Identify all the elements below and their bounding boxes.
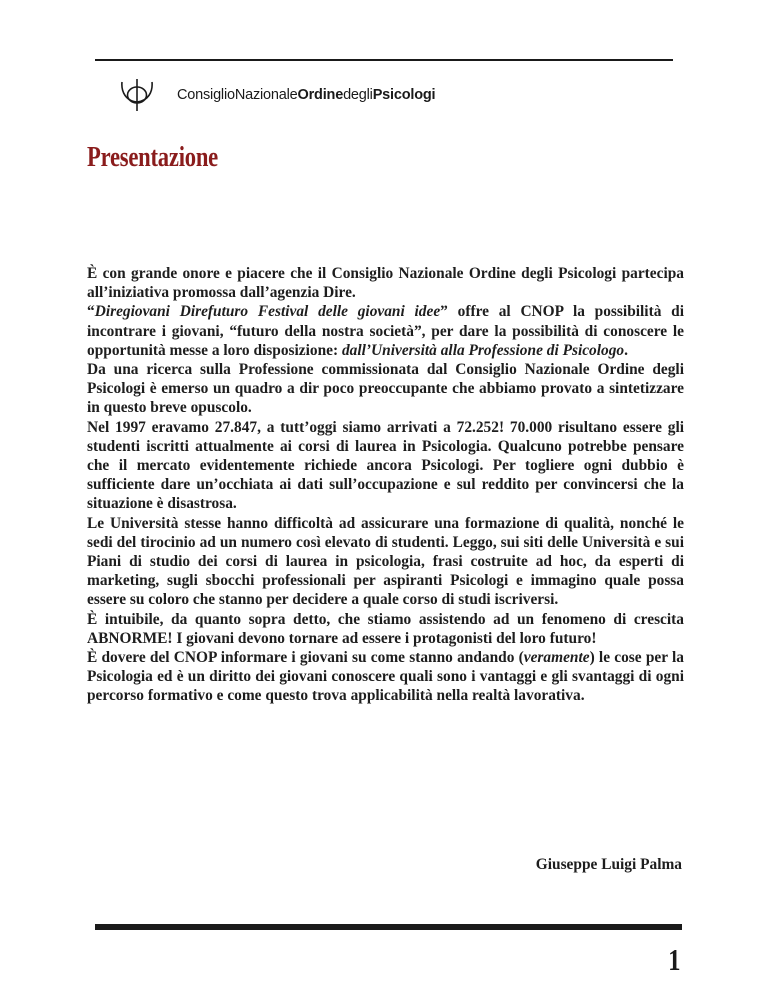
org-name [177,87,435,103]
text-run: È con grande onore e piacere che il Consiglio Nazionale Ordine degli Psicologi partecipa all’iniziativa promossa dall’agenzia Dire. [87,265,684,302]
text-run: ) le cose per la Psicologia ed è un diritto dei giovani conoscere quali sono i vantaggi e gli svantaggi di ogni percorso formativo e come questo trova applicabilità nella realtà lavorativa. [87,649,684,705]
text-run: “ [87,303,95,321]
body-paragraph [87,610,684,648]
text-run: Le Università stesse hanno difficoltà ad assicurare una formazione di qualità, nonché le sedi del tirocinio ad un numero così elevato di studenti. Leggo, sui siti delle Università e sui Piani di studio dei corsi di laurea in psicologia, frasi costruite ad hoc, da esperti di marketing, sugli sbocchi professionali per aspiranti Psicologi e immagino quale possa essere su coloro che stanno per decidere a quale corso di studi iscriversi. [87,514,684,609]
org-name-part: Nazionale [234,87,298,103]
body-text [87,264,684,706]
body-paragraph [87,514,684,610]
body-paragraph [87,648,684,706]
bottom-rule [95,924,682,930]
top-rule [95,59,673,61]
psi-symbol-icon [117,76,157,112]
org-name-part: Psicologi [372,87,436,103]
signature: Giuseppe Luigi Palma [535,856,682,873]
text-run: Da una ricerca sulla Professione commissionata dal Consiglio Nazionale Ordine degli Psicologi è emerso un quadro a dir poco preoccupante che abbiamo provato a sintetizzare in questo breve opuscolo. [87,361,684,417]
page-title: Presentazione [87,141,218,173]
text-run: ” offre al CNOP la possibilità di incontrare i giovani, “futuro della nostra società”, per dare la possibilità di conoscere le opportunità messe a loro disposizione: [87,303,684,359]
body-paragraph [87,418,684,514]
italic-text-run: Diregiovani Direfuturo Festival delle giovani idee [94,303,441,321]
page-number: 1 [667,942,680,977]
italic-text-run: dall’Università alla Professione di Psicologo [341,341,625,359]
org-name-part: Consiglio [177,87,235,103]
body-paragraph [87,264,684,302]
org-name-part: Ordine [297,87,344,103]
text-run: . [624,341,628,359]
text-run: Nel 1997 eravamo 27.847, a tutt’oggi siamo arrivati a 72.252! 70.000 risultano essere gli studenti iscritti attualmente ai corsi di laurea in Psicologia. Qualcuno potrebbe pensare che il mercato evidentemente richiede ancora Psicologi. Per togliere ogni dubbio è sufficiente dare un’occhiata ai dati sull’occupazione e sul reddito per convincersi che la situazione è disastrosa. [87,418,684,513]
org-name-part: degli [343,87,373,103]
body-paragraph [87,360,684,418]
body-paragraph [87,302,684,360]
italic-text-run: veramente [523,649,590,667]
text-run: È intuibile, da quanto sopra detto, che stiamo assistendo ad un fenomeno di crescita ABNORME! I giovani devono tornare ad essere i protagonisti del loro futuro! [87,610,684,647]
text-run: È dovere del CNOP informare i giovani su come stanno andando ( [87,649,524,667]
